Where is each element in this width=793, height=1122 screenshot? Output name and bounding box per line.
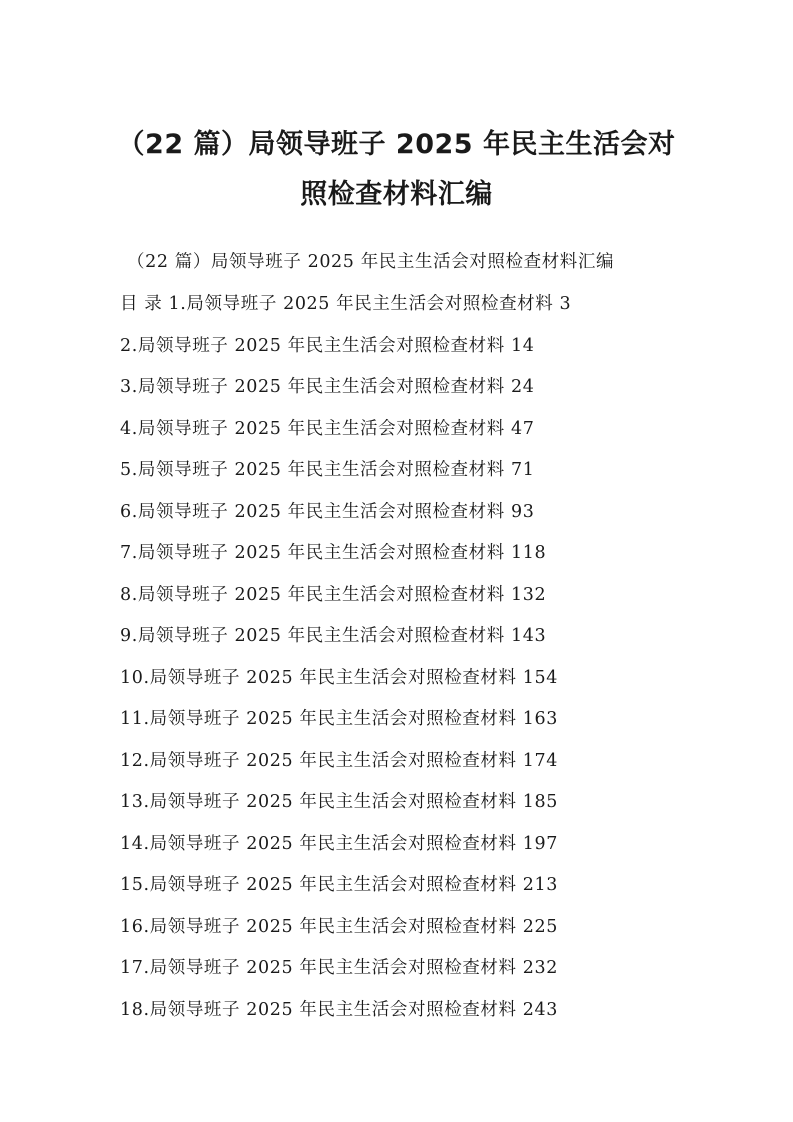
toc-entry: 3.局领导班子 2025 年民主生活会对照检查材料 24 bbox=[120, 377, 535, 397]
toc-entry: 15.局领导班子 2025 年民主生活会对照检查材料 213 bbox=[120, 875, 558, 895]
toc-heading-line: 目 录 1.局领导班子 2025 年民主生活会对照检查材料 3 bbox=[120, 294, 572, 314]
document-title-line-2: 照检查材料汇编 bbox=[300, 179, 493, 210]
toc-entry: 11.局领导班子 2025 年民主生活会对照检查材料 163 bbox=[120, 709, 558, 729]
toc-entry: 12.局领导班子 2025 年民主生活会对照检查材料 174 bbox=[120, 751, 558, 771]
toc-entry: 14.局领导班子 2025 年民主生活会对照检查材料 197 bbox=[120, 834, 558, 854]
toc-entry: 8.局领导班子 2025 年民主生活会对照检查材料 132 bbox=[120, 585, 547, 605]
toc-entry: 2.局领导班子 2025 年民主生活会对照检查材料 14 bbox=[120, 336, 535, 356]
toc-entry: 17.局领导班子 2025 年民主生活会对照检查材料 232 bbox=[120, 958, 558, 978]
toc-entry: 9.局领导班子 2025 年民主生活会对照检查材料 143 bbox=[120, 626, 547, 646]
toc-entry: 18.局领导班子 2025 年民主生活会对照检查材料 243 bbox=[120, 1000, 558, 1020]
toc-entry: 13.局领导班子 2025 年民主生活会对照检查材料 185 bbox=[120, 792, 558, 812]
intro-line: （22 篇）局领导班子 2025 年民主生活会对照检查材料汇编 bbox=[127, 252, 615, 272]
document-title-line-1: （22 篇）局领导班子 2025 年民主生活会对 bbox=[117, 129, 676, 160]
toc-entry: 7.局领导班子 2025 年民主生活会对照检查材料 118 bbox=[120, 543, 547, 563]
toc-entry: 6.局领导班子 2025 年民主生活会对照检查材料 93 bbox=[120, 502, 535, 522]
toc-entry: 10.局领导班子 2025 年民主生活会对照检查材料 154 bbox=[120, 668, 558, 688]
toc-entry: 5.局领导班子 2025 年民主生活会对照检查材料 71 bbox=[120, 460, 535, 480]
toc-entry: 4.局领导班子 2025 年民主生活会对照检查材料 47 bbox=[120, 419, 535, 439]
toc-entry: 16.局领导班子 2025 年民主生活会对照检查材料 225 bbox=[120, 917, 558, 937]
